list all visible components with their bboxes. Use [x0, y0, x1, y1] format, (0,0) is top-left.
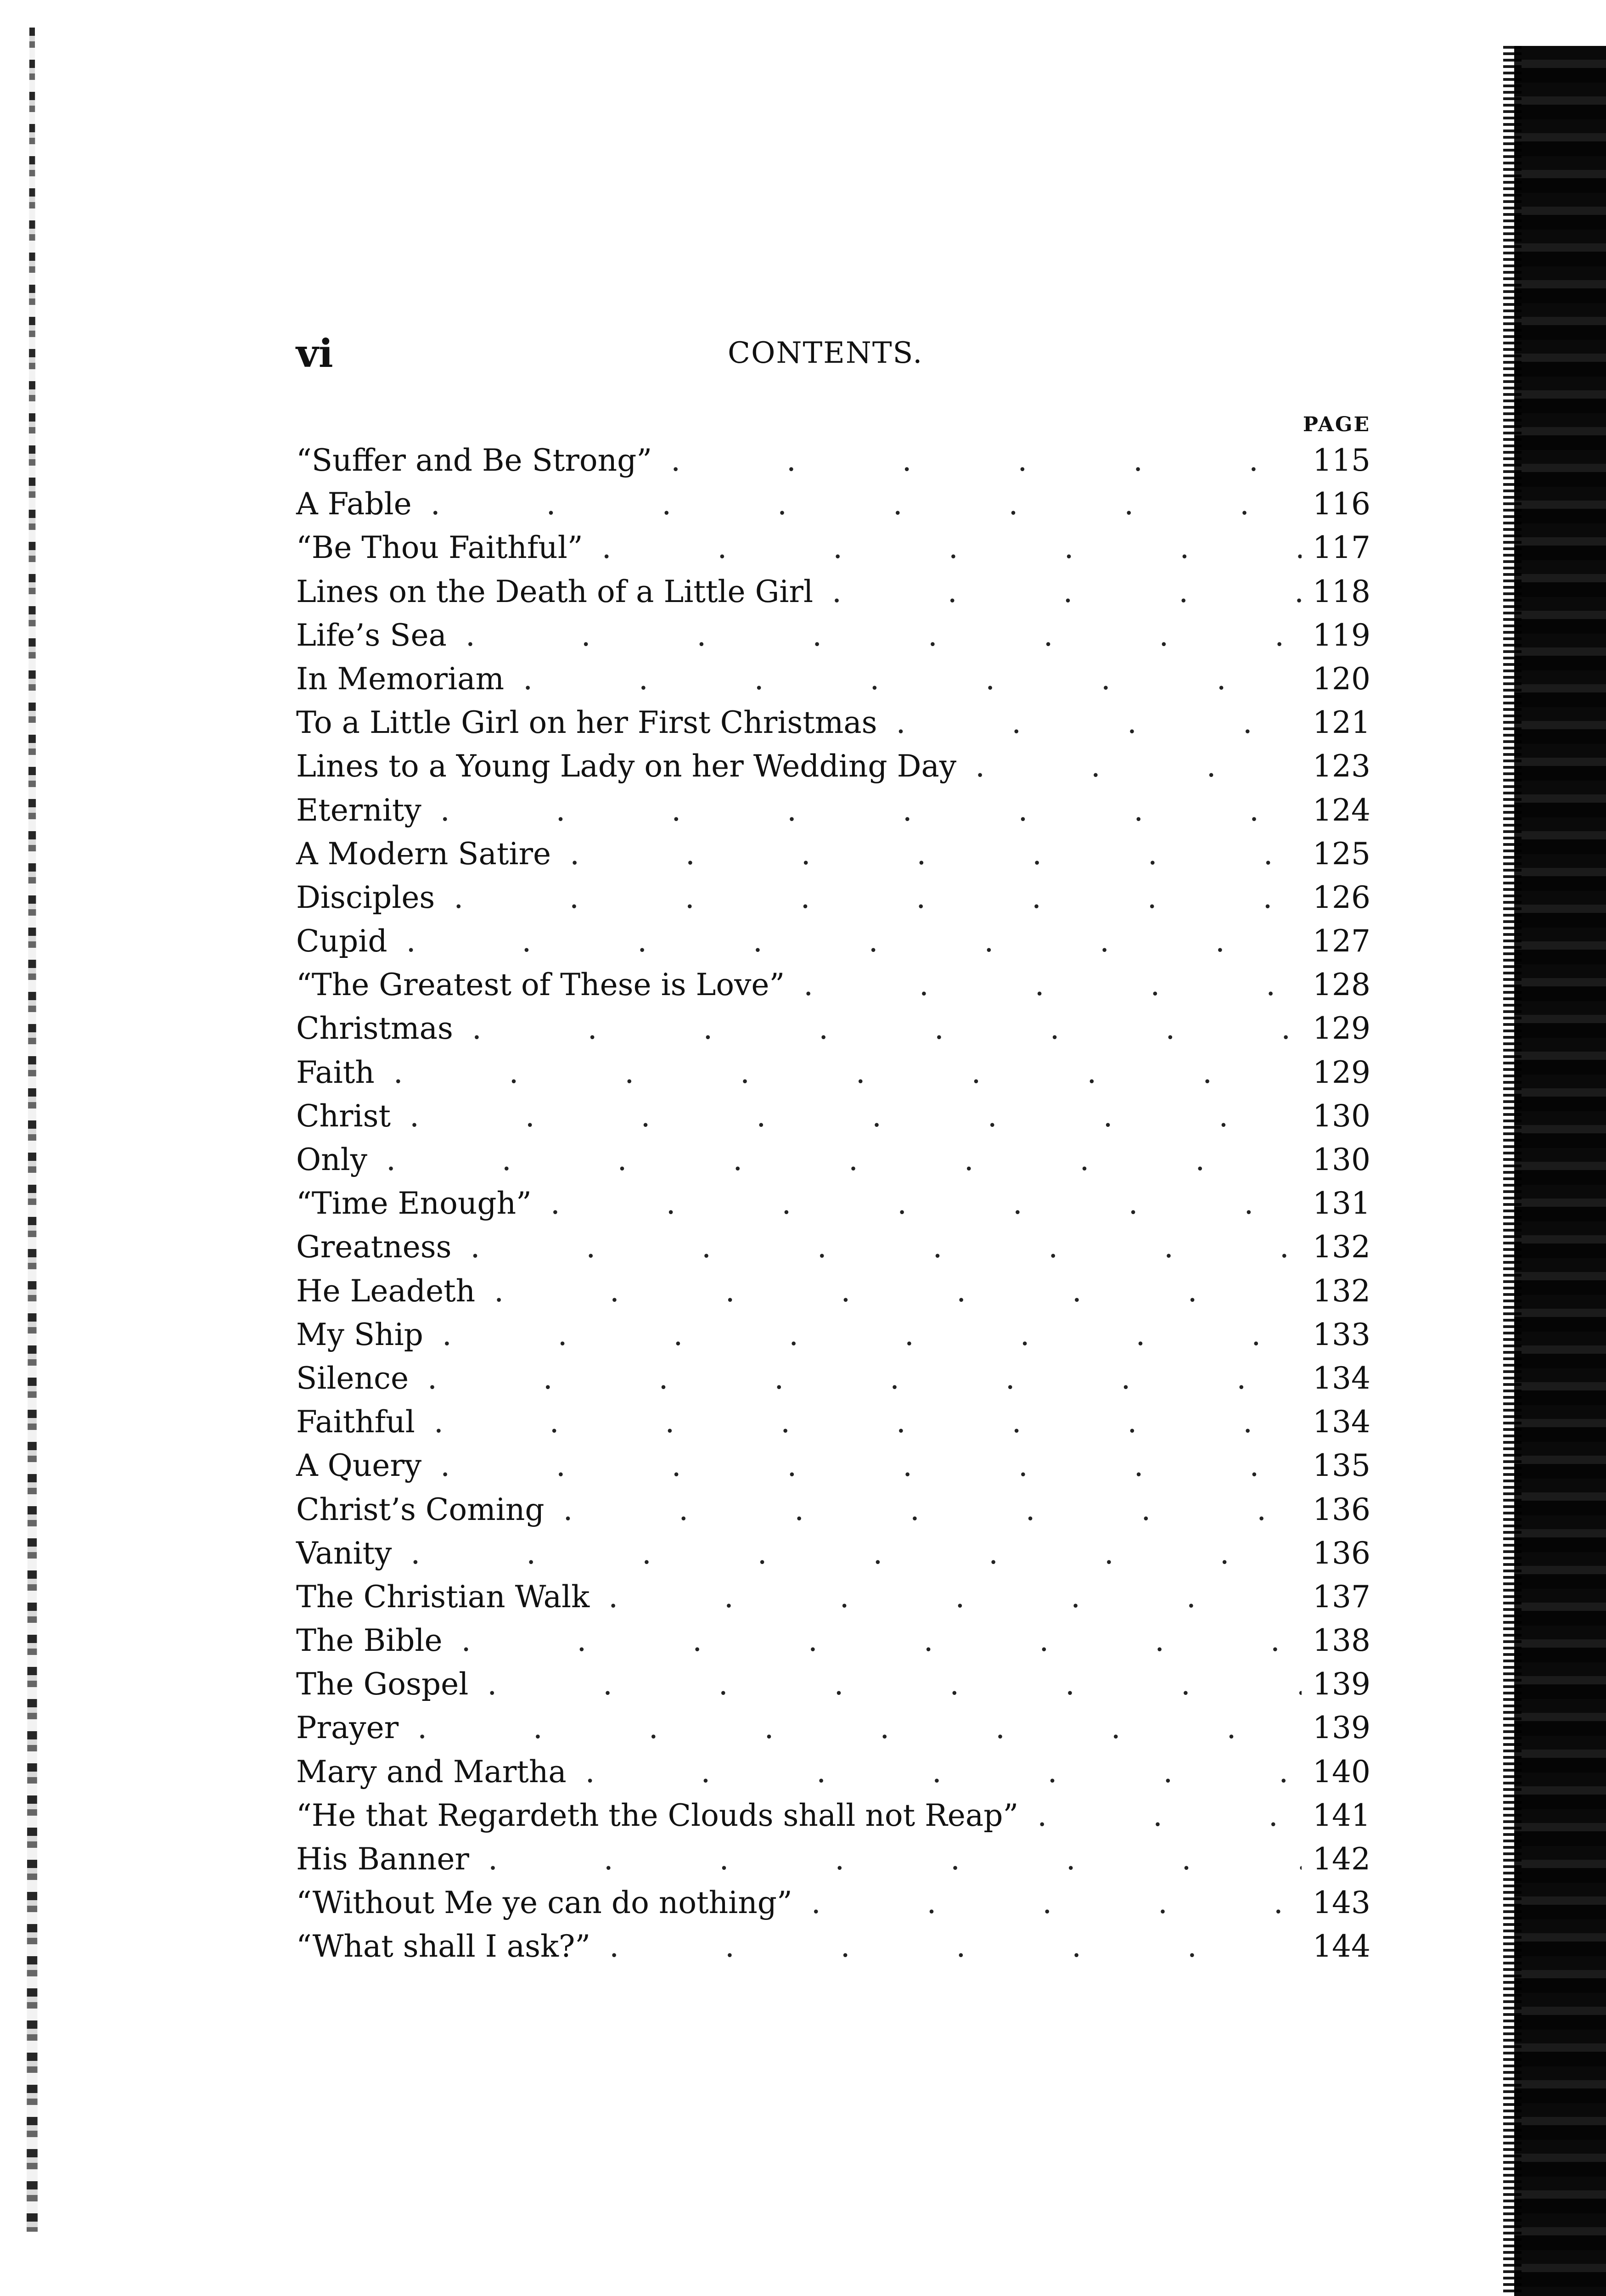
entry-page-number: 128	[1313, 967, 1370, 1003]
entry-page-number: 119	[1313, 617, 1370, 653]
contents-entry	[296, 1794, 1370, 1837]
entry-page-number: 116	[1313, 486, 1370, 522]
entry-title: Eternity	[296, 792, 421, 828]
entry-title: Lines to a Young Lady on her Wedding Day	[296, 748, 957, 784]
entry-page-number: 142	[1313, 1841, 1370, 1877]
page-number: vi	[296, 331, 333, 376]
contents-entry	[296, 876, 1370, 919]
dot-leader	[452, 1619, 1302, 1662]
entry-title: Life’s Sea	[296, 617, 447, 653]
entry-title: A Modern Satire	[296, 836, 551, 872]
entry-title: A Fable	[296, 486, 412, 522]
contents-entry	[296, 1007, 1370, 1050]
dot-leader	[400, 1094, 1302, 1138]
dot-leader	[802, 1881, 1302, 1925]
entry-page-number: 132	[1313, 1229, 1370, 1265]
entry-title: Silence	[296, 1360, 409, 1396]
contents-entry	[296, 701, 1370, 744]
contents-entry	[296, 482, 1370, 526]
entry-title: Only	[296, 1142, 368, 1177]
contents-entry	[296, 570, 1370, 613]
dot-leader	[431, 1444, 1302, 1487]
entry-title: To a Little Girl on her First Christmas	[296, 705, 877, 741]
dot-leader	[484, 1269, 1302, 1313]
contents-entry	[296, 919, 1370, 963]
entry-title: In Memoriam	[296, 661, 505, 697]
entry-page-number: 125	[1313, 836, 1370, 872]
entry-title: “Be Thou Faithful”	[296, 530, 583, 566]
entry-title: Christ	[296, 1098, 391, 1134]
contents-entry	[296, 1488, 1370, 1531]
contents-list	[296, 439, 1370, 1969]
entry-page-number: 129	[1313, 1054, 1370, 1090]
dot-leader	[401, 1531, 1302, 1575]
entry-page-number: 115	[1313, 443, 1370, 478]
dot-leader	[418, 1356, 1302, 1400]
contents-entry	[296, 657, 1370, 701]
entry-page-number: 133	[1313, 1317, 1370, 1352]
contents-entry	[296, 963, 1370, 1007]
dot-leader	[600, 1925, 1302, 1968]
entry-page-number: 143	[1313, 1885, 1370, 1921]
dot-leader	[462, 1007, 1302, 1050]
entry-title: Prayer	[296, 1710, 399, 1746]
dot-leader	[966, 744, 1302, 788]
dot-leader	[513, 657, 1302, 701]
entry-title: Disciples	[296, 879, 435, 915]
entry-title: “What shall I ask?”	[296, 1929, 591, 1964]
contents-entry	[296, 1094, 1370, 1138]
entry-title: The Bible	[296, 1623, 443, 1659]
dot-leader	[432, 1313, 1302, 1356]
scan-dark-margin	[1514, 46, 1606, 2296]
entry-title: Christmas	[296, 1011, 453, 1047]
entry-title: A Query	[296, 1448, 422, 1484]
contents-entry	[296, 1881, 1370, 1925]
dot-leader	[421, 482, 1302, 526]
entry-page-number: 139	[1313, 1710, 1370, 1746]
entry-title: The Gospel	[296, 1666, 469, 1702]
contents-entry	[296, 526, 1370, 569]
dot-leader	[1028, 1794, 1302, 1837]
contents-entry	[296, 1750, 1370, 1794]
entry-page-number: 132	[1313, 1273, 1370, 1309]
entry-title: Lines on the Death of a Little Girl	[296, 574, 814, 609]
dot-leader	[554, 1488, 1302, 1531]
entry-page-number: 121	[1313, 705, 1370, 741]
contents-entry	[296, 1575, 1370, 1619]
entry-title: His Banner	[296, 1841, 469, 1877]
dot-leader	[376, 1138, 1302, 1182]
contents-entry	[296, 1837, 1370, 1881]
entry-page-number: 138	[1313, 1623, 1370, 1659]
dot-leader	[592, 526, 1302, 569]
dot-leader	[599, 1575, 1302, 1619]
entry-title: “Time Enough”	[296, 1186, 532, 1221]
entry-title: The Christian Walk	[296, 1579, 590, 1615]
entry-page-number: 127	[1313, 923, 1370, 959]
page-header	[296, 321, 1370, 381]
entry-title: Mary and Martha	[296, 1754, 567, 1790]
contents-entry	[296, 1400, 1370, 1444]
contents-page	[296, 321, 1370, 1969]
contents-entry	[296, 1051, 1370, 1094]
entry-page-number: 130	[1313, 1098, 1370, 1134]
entry-page-number: 118	[1313, 574, 1370, 609]
entry-page-number: 139	[1313, 1666, 1370, 1702]
contents-entry	[296, 1444, 1370, 1487]
entry-title: Faith	[296, 1054, 375, 1090]
entry-page-number: 129	[1313, 1011, 1370, 1047]
contents-entry	[296, 1706, 1370, 1750]
entry-page-number: 137	[1313, 1579, 1370, 1615]
dot-leader	[478, 1837, 1302, 1881]
entry-page-number: 130	[1313, 1142, 1370, 1177]
entry-page-number: 126	[1313, 879, 1370, 915]
contents-entry	[296, 1313, 1370, 1356]
dot-leader	[424, 1400, 1302, 1444]
entry-title: “The Greatest of These is Love”	[296, 967, 785, 1003]
entry-page-number: 134	[1313, 1404, 1370, 1440]
entry-title: Faithful	[296, 1404, 415, 1440]
entry-title: Greatness	[296, 1229, 452, 1265]
contents-entry	[296, 613, 1370, 657]
entry-page-number: 123	[1313, 748, 1370, 784]
contents-entry	[296, 1925, 1370, 1968]
contents-entry	[296, 744, 1370, 788]
entry-title: “He that Regardeth the Clouds shall not Reap”	[296, 1797, 1019, 1833]
entry-title: My Ship	[296, 1317, 423, 1352]
contents-entry	[296, 832, 1370, 876]
scan-binding-edge	[18, 28, 46, 2232]
entry-page-number: 117	[1313, 530, 1370, 566]
dot-leader	[456, 613, 1302, 657]
dot-leader	[461, 1225, 1302, 1269]
contents-entry	[296, 1225, 1370, 1269]
entry-page-number: 144	[1313, 1929, 1370, 1964]
entry-title: He Leadeth	[296, 1273, 476, 1309]
running-title: CONTENTS.	[728, 336, 923, 370]
contents-entry	[296, 1269, 1370, 1313]
dot-leader	[408, 1706, 1302, 1750]
dot-leader	[560, 832, 1302, 876]
contents-entry	[296, 1531, 1370, 1575]
dot-leader	[794, 963, 1302, 1007]
dot-leader	[477, 1662, 1302, 1706]
dot-leader	[887, 701, 1302, 744]
dot-leader	[431, 788, 1302, 832]
contents-entry	[296, 1138, 1370, 1182]
entry-title: “Suffer and Be Strong”	[296, 443, 652, 478]
entry-page-number: 131	[1313, 1186, 1370, 1221]
entry-title: Cupid	[296, 923, 387, 959]
dot-leader	[822, 570, 1302, 613]
contents-entry	[296, 788, 1370, 832]
contents-entry	[296, 1182, 1370, 1225]
contents-entry	[296, 1356, 1370, 1400]
entry-page-number: 141	[1313, 1797, 1370, 1833]
entry-page-number: 134	[1313, 1360, 1370, 1396]
dot-leader	[444, 876, 1302, 919]
entry-title: “Without Me ye can do nothing”	[296, 1885, 792, 1921]
entry-page-number: 136	[1313, 1491, 1370, 1527]
entry-title: Christ’s Coming	[296, 1491, 545, 1527]
entry-page-number: 124	[1313, 792, 1370, 828]
dot-leader	[661, 439, 1302, 482]
dot-leader	[397, 919, 1302, 963]
entry-page-number: 120	[1313, 661, 1370, 697]
contents-entry	[296, 1619, 1370, 1662]
page-column-label: PAGE	[1303, 413, 1370, 436]
contents-entry	[296, 439, 1370, 482]
entry-page-number: 136	[1313, 1535, 1370, 1571]
contents-entry	[296, 1662, 1370, 1706]
entry-page-number: 135	[1313, 1448, 1370, 1484]
dot-leader	[576, 1750, 1302, 1794]
dot-leader	[384, 1051, 1302, 1094]
entry-page-number: 140	[1313, 1754, 1370, 1790]
entry-title: Vanity	[296, 1535, 392, 1571]
dot-leader	[541, 1182, 1302, 1225]
